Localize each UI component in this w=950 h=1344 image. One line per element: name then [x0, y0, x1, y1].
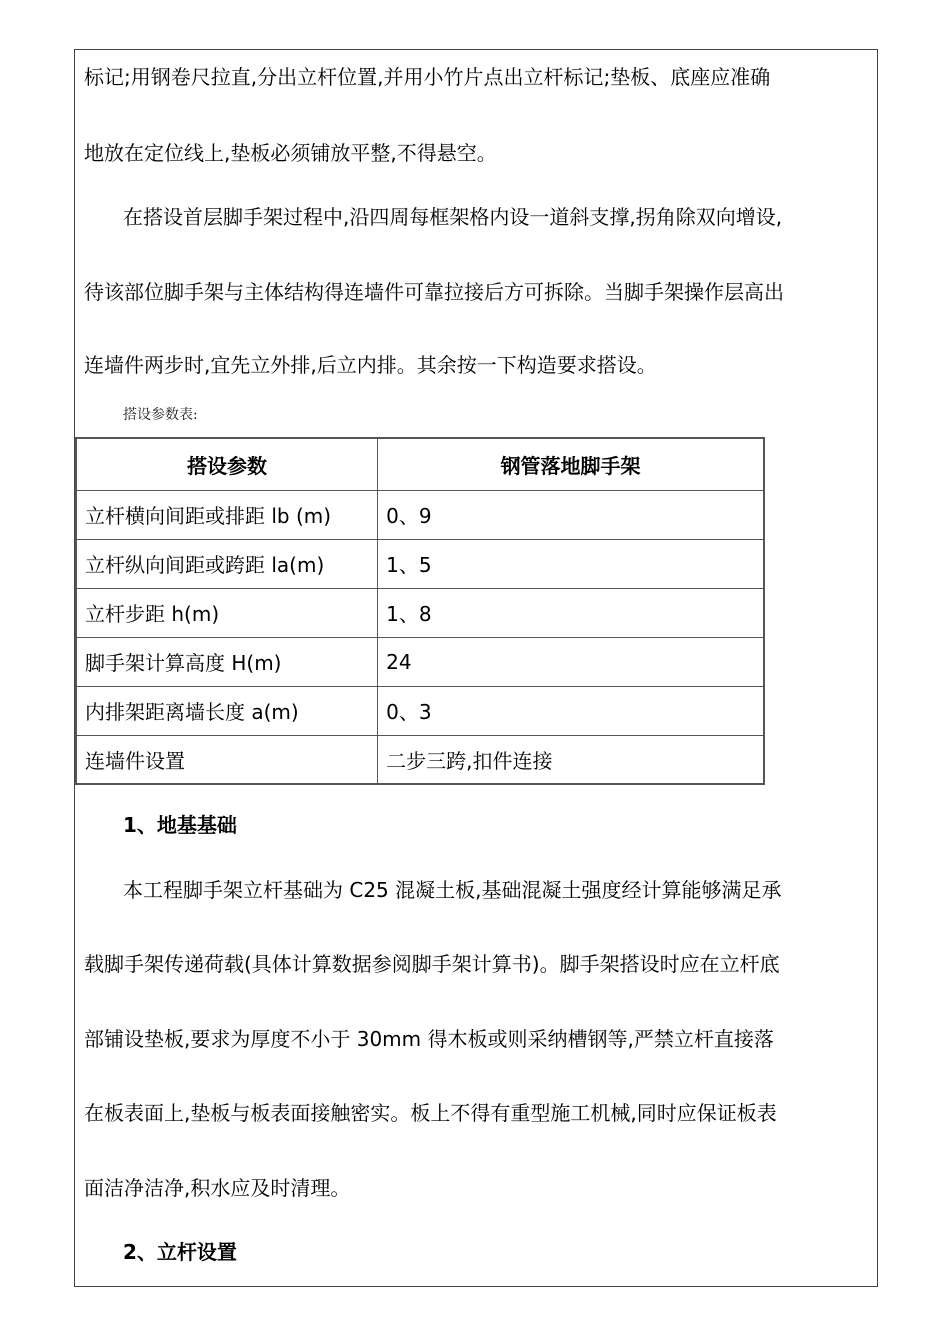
- table-header-cell: 搭设参数: [76, 438, 378, 490]
- table-row: [76, 490, 764, 539]
- param-value-cell: 0、9: [378, 490, 764, 539]
- param-name-cell: 脚手架计算高度 H(m): [76, 637, 378, 686]
- table-row: [76, 686, 764, 735]
- paragraph-line: 本工程脚手架立杆基础为 C25 混凝土板,基础混凝土强度经计算能够满足承: [123, 878, 782, 902]
- table-row: [76, 637, 764, 686]
- table-row: [76, 735, 764, 784]
- paragraph-line: 连墙件两步时,宜先立外排,后立内排。其余按一下构造要求搭设。: [84, 353, 657, 377]
- param-value-cell: 24: [378, 637, 764, 686]
- param-name-cell: 立杆纵向间距或跨距 la(m): [76, 539, 378, 588]
- paragraph-line: 待该部位脚手架与主体结构得连墙件可靠拉接后方可拆除。当脚手架操作层高出: [84, 280, 784, 304]
- param-value-cell: 1、5: [378, 539, 764, 588]
- paragraph-line: 地放在定位线上,垫板必须铺放平整,不得悬空。: [84, 141, 497, 165]
- section-heading: 2、立杆设置: [123, 1240, 237, 1264]
- param-name-cell: 立杆横向间距或排距 lb (m): [76, 490, 378, 539]
- paragraph-line: 部铺设垫板,要求为厚度不小于 30mm 得木板或则采纳槽钢等,严禁立杆直接落: [84, 1027, 774, 1051]
- parameter-table: [75, 437, 765, 785]
- paragraph-line: 载脚手架传递荷载(具体计算数据参阅脚手架计算书)。脚手架搭设时应在立杆底: [84, 952, 780, 976]
- paragraph-line: 标记;用钢卷尺拉直,分出立杆位置,并用小竹片点出立杆标记;垫板、底座应准确: [84, 65, 771, 89]
- section-heading: 1、地基基础: [123, 813, 237, 837]
- param-name-cell: 连墙件设置: [76, 735, 378, 784]
- table-header-row: [76, 438, 764, 490]
- param-value-cell: 二步三跨,扣件连接: [378, 735, 764, 784]
- table-caption: 搭设参数表:: [123, 407, 198, 423]
- param-name-cell: 内排架距离墙长度 a(m): [76, 686, 378, 735]
- paragraph-line: 在搭设首层脚手架过程中,沿四周每框架格内设一道斜支撑,拐角除双向增设,: [123, 205, 783, 229]
- param-value-cell: 1、8: [378, 588, 764, 637]
- param-name-cell: 立杆步距 h(m): [76, 588, 378, 637]
- param-value-cell: 0、3: [378, 686, 764, 735]
- table-row: [76, 588, 764, 637]
- table-header-cell: 钢管落地脚手架: [378, 438, 764, 490]
- table-row: [76, 539, 764, 588]
- paragraph-line: 在板表面上,垫板与板表面接触密实。板上不得有重型施工机械,同时应保证板表: [84, 1101, 777, 1125]
- paragraph-line: 面洁净洁净,积水应及时清理。: [84, 1176, 351, 1200]
